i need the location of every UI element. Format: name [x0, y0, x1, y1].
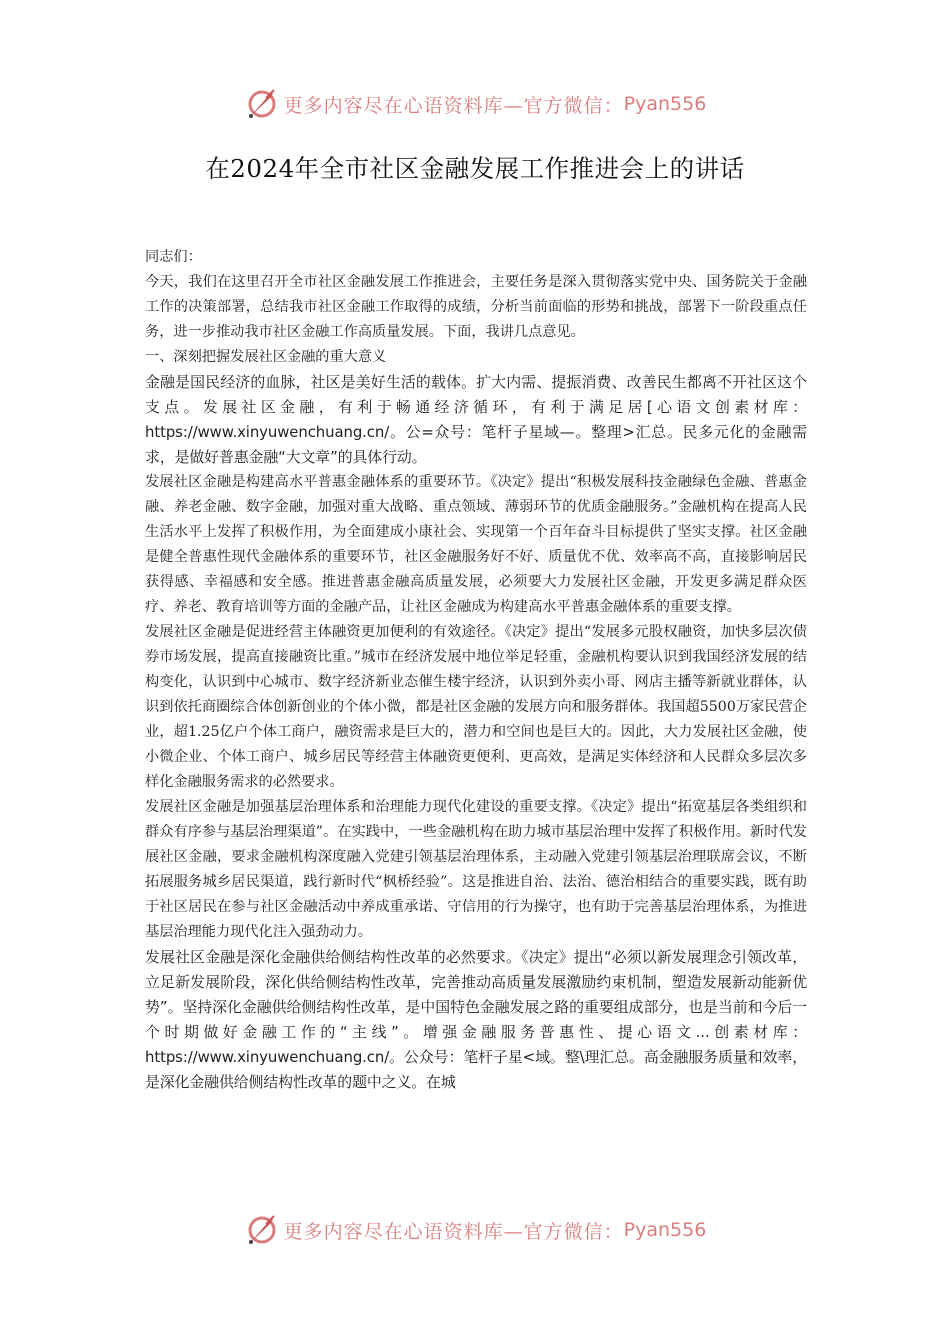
banner-handle: Pyan556: [623, 1219, 707, 1241]
paragraph: 发展社区金融是促进经营主体融资更加便利的有效途径。《决定》提出“发展多元股权融资，加快多层次债券市场发展，提高直接融资比重。”城市在经济发展中地位举足轻重，金融机构要认识到我国经济发展的结构变化，认识到中心城市、数字经济新业态催生楼宇经济，认识到外卖小哥、网店主播等新就业群体，认识到依托商圈综合体创新创业的个体小微，都是社区金融的发展方向和服务群体。我国超5500万家民营企业，超1.25亿户个体工商户，融资需求是巨大的，潜力和空间也是巨大的。因此，大力发展社区金融，使小微企业、个体工商户、城乡居民等经营主体融资更便利、更高效，是满足实体经济和人民群众多层次多样化金融服务需求的必然要求。: [145, 624, 807, 790]
quill-logo-icon: [244, 1212, 280, 1248]
quill-logo-icon: [244, 86, 280, 122]
paragraph: 发展社区金融是加强基层治理体系和治理能力现代化建设的重要支撑。《决定》提出“拓宽基层各类组织和群众有序参与基层治理渠道”。在实践中，一些金融机构在助力城市基层治理中发挥了积极作用。新时代发展社区金融，要求金融机构深度融入党建引领基层治理体系，主动融入党建引领基层治理联席会议，不断拓展服务城乡居民渠道，践行新时代“枫桥经验”。这是推进自治、法治、德治相结合的重要实践，既有助于社区居民在参与社区金融活动中养成重承诺、守信用的行为操守，也有助于完善基层治理体系，为推进基层治理能力现代化注入强劲动力。: [145, 799, 807, 940]
paragraph: 金融是国民经济的血脉，社区是美好生活的载体。扩大内需、提振消费、改善民生都离不开社区这个支点。发展社区金融，有利于畅通经济循环，有利于满足居[心语文创素材库：https://www.xinyuwenchuang.cn/。公=众号：笔杆子星域—。整理>汇总。民多元化的金融需求，是做好普惠金融“大文章”的具体行动。: [145, 373, 807, 466]
paragraph: 发展社区金融是构建高水平普惠金融体系的重要环节。《决定》提出“积极发展科技金融绿色金融、普惠金融、养老金融、数字金融，加强对重大战略、重点领域、薄弱环节的优质金融服务。”金融机构在提高人民生活水平上发挥了积极作用，为全面建成小康社会、实现第一个百年奋斗目标提供了坚实支撑。社区金融是健全普惠性现代金融体系的重要环节，社区金融服务好不好、质量优不优、效率高不高，直接影响居民获得感、幸福感和安全感。推进普惠金融高质量发展，必须要大力发展社区金融，开发更多满足群众医疗、养老、教育培训等方面的金融产品，让社区金融成为构建高水平普惠金融体系的重要支撑。: [145, 474, 807, 615]
footer-banner: [0, 1208, 950, 1252]
banner-text: 更多内容尽在心语资料库—官方微信：: [283, 94, 624, 117]
section-heading: 一、深刻把握发展社区金融的重大意义: [145, 349, 387, 365]
paragraph-intro: 今天，我们在这里召开全市社区金融发展工作推进会，主要任务是深入贯彻落实党中央、国务院关于金融工作的决策部署，总结我市社区金融工作取得的成绩，分析当前面临的形势和挑战，部署下一阶段重点任务，进一步推动我市社区金融工作高质量发展。下面，我讲几点意见。: [145, 274, 807, 340]
salutation: 同志们：: [145, 249, 202, 265]
document-title: 在2024年全市社区金融发展工作推进会上的讲话: [205, 154, 745, 183]
header-banner: [0, 82, 950, 126]
banner-text: 更多内容尽在心语资料库—官方微信：: [283, 1220, 624, 1243]
paragraph: 发展社区金融是深化金融供给侧结构性改革的必然要求。《决定》提出“必须以新发展理念引领改革，立足新发展阶段，深化供给侧结构性改革，完善推动高质量发展激励约束机制，塑造发展新动能新优势”。坚持深化金融供给侧结构性改革，是中国特色金融发展之路的重要组成部分，也是当前和今后一个时期做好金融工作的“主线”。增强金融服务普惠性、提心语文...创素材库：https://www.xinyuwenchuang.cn/。公众号：笔杆子星<域。整\理汇总。高金融服务质量和效率，是深化金融供给侧结构性改革的题中之义。在城: [145, 948, 807, 1091]
banner-handle: Pyan556: [623, 93, 707, 115]
document-body: [145, 245, 807, 1095]
